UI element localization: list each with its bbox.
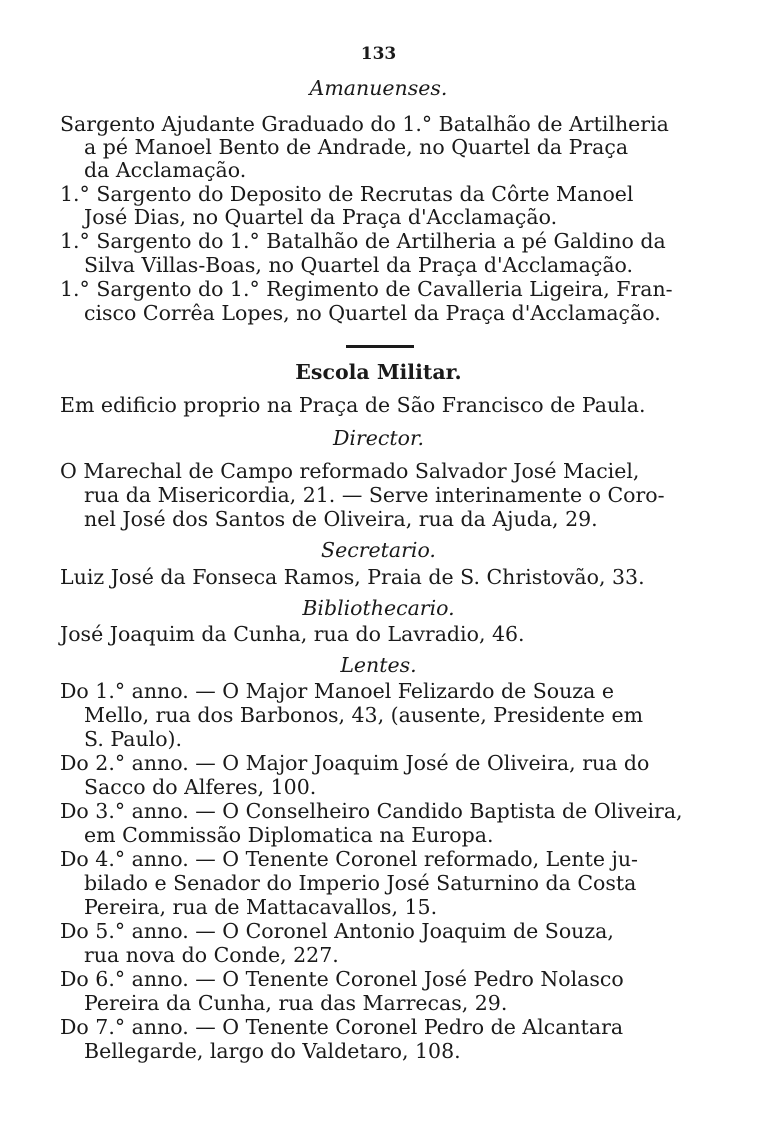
- text-line: 1.° Sargento do 1.° Regimento de Cavalleria Ligeira, Fran-: [60, 277, 673, 301]
- text-line: José Joaquim da Cunha, rua do Lavradio, 46.: [60, 622, 525, 646]
- section-divider: [346, 345, 414, 348]
- text-line: cisco Corrêa Lopes, no Quartel da Praça d'Acclamação.: [84, 301, 661, 325]
- text-line: O Marechal de Campo reformado Salvador José Maciel,: [60, 459, 640, 483]
- text-line: nel José dos Santos de Oliveira, rua da Ajuda, 29.: [84, 507, 598, 531]
- heading-director: Director.: [332, 426, 425, 450]
- text-line: Do 7.° anno. — O Tenente Coronel Pedro de Alcantara: [60, 1015, 624, 1039]
- text-line: 1.° Sargento do Deposito de Recrutas da Côrte Manoel: [60, 182, 634, 206]
- text-line: S. Paulo).: [84, 727, 183, 751]
- text-line: Pereira, rua de Mattacavallos, 15.: [84, 895, 438, 919]
- location-line: Em edificio proprio na Praça de São Francisco de Paula.: [60, 393, 646, 417]
- text-line: Do 4.° anno. — O Tenente Coronel reformado, Lente ju-: [60, 847, 638, 871]
- page-number: 133: [360, 44, 397, 64]
- text-line: da Acclamação.: [84, 158, 247, 182]
- text-line: Mello, rua dos Barbonos, 43, (ausente, Presidente em: [84, 703, 644, 727]
- heading-amanuenses: Amanuenses.: [309, 76, 448, 100]
- text-line: rua da Misericordia, 21. — Serve interinamente o Coro-: [84, 483, 665, 507]
- text-line: Sacco do Alferes, 100.: [84, 775, 317, 799]
- text-line: Do 1.° anno. — O Major Manoel Felizardo de Souza e: [60, 679, 614, 703]
- text-line: Do 2.° anno. — O Major Joaquim José de Oliveira, rua do: [60, 751, 650, 775]
- text-line: José Dias, no Quartel da Praça d'Acclamação.: [84, 205, 558, 229]
- heading-lentes: Lentes.: [340, 653, 417, 677]
- text-line: Luiz José da Fonseca Ramos, Praia de S. Christovão, 33.: [60, 565, 645, 589]
- heading-secretario: Secretario.: [321, 538, 436, 562]
- text-line: Pereira da Cunha, rua das Marrecas, 29.: [84, 991, 508, 1015]
- text-line: 1.° Sargento do 1.° Batalhão de Artilheria a pé Galdino da: [60, 229, 666, 253]
- text-line: bilado e Senador do Imperio José Saturnino da Costa: [84, 871, 637, 895]
- text-line: Do 3.° anno. — O Conselheiro Candido Baptista de Oliveira,: [60, 799, 683, 823]
- heading-bibliothecario: Bibliothecario.: [302, 596, 455, 620]
- text-line: Sargento Ajudante Graduado do 1.° Batalhão de Artilheria: [60, 112, 669, 136]
- text-line: em Commissão Diplomatica na Europa.: [84, 823, 494, 847]
- text-line: Do 6.° anno. — O Tenente Coronel José Pedro Nolasco: [60, 967, 624, 991]
- text-line: a pé Manoel Bento de Andrade, no Quartel da Praça: [84, 135, 629, 159]
- text-line: Do 5.° anno. — O Coronel Antonio Joaquim de Souza,: [60, 919, 614, 943]
- text-line: rua nova do Conde, 227.: [84, 943, 339, 967]
- text-line: Bellegarde, largo do Valdetaro, 108.: [84, 1039, 461, 1063]
- heading-escola-militar: Escola Militar.: [295, 360, 462, 384]
- text-line: Silva Villas-Boas, no Quartel da Praça d'Acclamação.: [84, 253, 634, 277]
